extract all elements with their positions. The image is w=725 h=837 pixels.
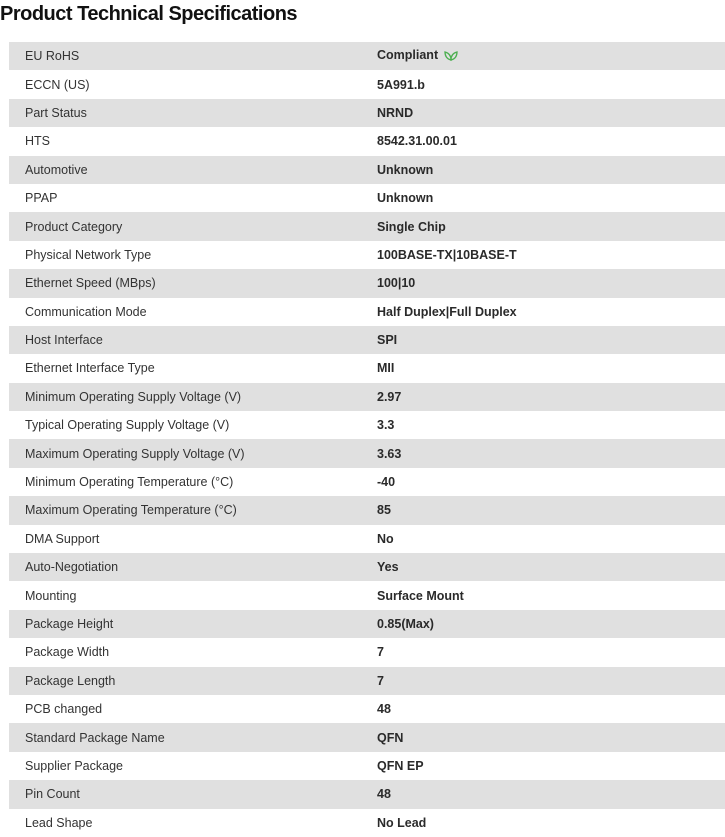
- table-row: [9, 184, 725, 212]
- spec-label: Ethernet Speed (MBps): [25, 276, 156, 291]
- table-row: [9, 127, 725, 155]
- table-row: [9, 780, 725, 808]
- spec-label: Minimum Operating Temperature (°C): [25, 475, 234, 490]
- spec-label: Package Height: [25, 617, 114, 631]
- table-row: [9, 496, 725, 524]
- spec-label: Part Status: [25, 105, 87, 120]
- page-title: Product Technical Specifications: [0, 3, 298, 25]
- spec-label: Product Category: [25, 219, 123, 234]
- spec-label: Automotive: [25, 162, 88, 177]
- spec-value: 3.3: [377, 418, 395, 433]
- spec-value: Surface Mount: [377, 588, 464, 603]
- spec-label: Typical Operating Supply Voltage (V): [25, 418, 230, 433]
- spec-label: Communication Mode: [25, 304, 147, 319]
- spec-label: EU RoHS: [25, 49, 80, 64]
- spec-label: PCB changed: [25, 702, 103, 717]
- table-row: [9, 752, 725, 780]
- table-row: [9, 42, 725, 70]
- spec-value: 100BASE-TX|10BASE-T: [377, 247, 517, 262]
- table-row: [9, 553, 725, 581]
- leaf-icon: [444, 49, 458, 64]
- table-row: [9, 212, 725, 240]
- spec-label: ECCN (US): [25, 77, 90, 92]
- table-row: [9, 468, 725, 496]
- spec-label: Minimum Operating Supply Voltage (V): [25, 389, 242, 404]
- spec-label: Ethernet Interface Type: [25, 361, 155, 376]
- spec-value: NRND: [377, 105, 414, 120]
- table-row: [9, 809, 725, 837]
- table-row: [9, 610, 725, 638]
- spec-table: [9, 42, 725, 837]
- spec-value: MII: [377, 361, 395, 376]
- spec-label: Auto-Negotiation: [25, 560, 119, 575]
- spec-value: QFN EP: [377, 758, 424, 773]
- table-row: [9, 383, 725, 411]
- spec-value: SPI: [377, 333, 398, 348]
- spec-value: Unknown: [377, 162, 434, 177]
- spec-value: 2.97: [377, 389, 402, 404]
- spec-label: HTS: [25, 134, 50, 149]
- table-row: [9, 99, 725, 127]
- spec-label: Package Width: [25, 645, 110, 660]
- table-row: [9, 156, 725, 184]
- spec-label: Standard Package Name: [25, 730, 165, 745]
- table-row: [9, 638, 725, 666]
- table-row: [9, 695, 725, 723]
- table-row: [9, 525, 725, 553]
- spec-value: Compliant: [377, 48, 439, 63]
- spec-value: 48: [377, 787, 391, 802]
- table-row: [9, 723, 725, 751]
- spec-label: Lead Shape: [25, 815, 93, 830]
- table-row: [9, 439, 725, 467]
- spec-value: No: [377, 531, 394, 546]
- table-row: [9, 667, 725, 695]
- table-row: [9, 326, 725, 354]
- spec-value: 8542.31.00.01: [377, 134, 457, 149]
- spec-value-cell: [377, 42, 725, 70]
- spec-value: No Lead: [377, 815, 427, 830]
- spec-value: 7: [377, 645, 384, 660]
- spec-value: QFN: [377, 730, 404, 745]
- table-row: [9, 411, 725, 439]
- spec-label: Physical Network Type: [25, 247, 152, 262]
- spec-label: Maximum Operating Temperature (°C): [25, 503, 237, 518]
- spec-value: 85: [377, 503, 391, 518]
- table-row: [9, 354, 725, 382]
- table-row: [9, 241, 725, 269]
- spec-value: 3.63: [377, 446, 402, 461]
- spec-label: PPAP: [25, 191, 58, 206]
- table-row: [9, 70, 725, 98]
- table-row: [9, 581, 725, 609]
- spec-table-body: [9, 42, 725, 837]
- table-row: [9, 269, 725, 297]
- spec-value: Half Duplex|Full Duplex: [377, 304, 517, 319]
- spec-value: Single Chip: [377, 219, 446, 234]
- spec-label: Package Length: [25, 673, 116, 688]
- spec-label: DMA Support: [25, 531, 100, 546]
- spec-value: 5A991.b: [377, 77, 425, 92]
- spec-label: Host Interface: [25, 333, 103, 348]
- spec-value: -40: [377, 475, 396, 490]
- spec-label: Pin Count: [25, 787, 80, 802]
- spec-label: Maximum Operating Supply Voltage (V): [25, 446, 245, 461]
- spec-label: Mounting: [25, 588, 77, 603]
- spec-value: 0.85(Max): [377, 617, 434, 631]
- spec-value: 100|10: [377, 276, 416, 291]
- spec-value: 48: [377, 702, 391, 717]
- spec-value: Yes: [377, 560, 399, 575]
- spec-label: Supplier Package: [25, 758, 123, 773]
- spec-value: Unknown: [377, 191, 434, 206]
- spec-value: 7: [377, 673, 384, 688]
- table-row: [9, 298, 725, 326]
